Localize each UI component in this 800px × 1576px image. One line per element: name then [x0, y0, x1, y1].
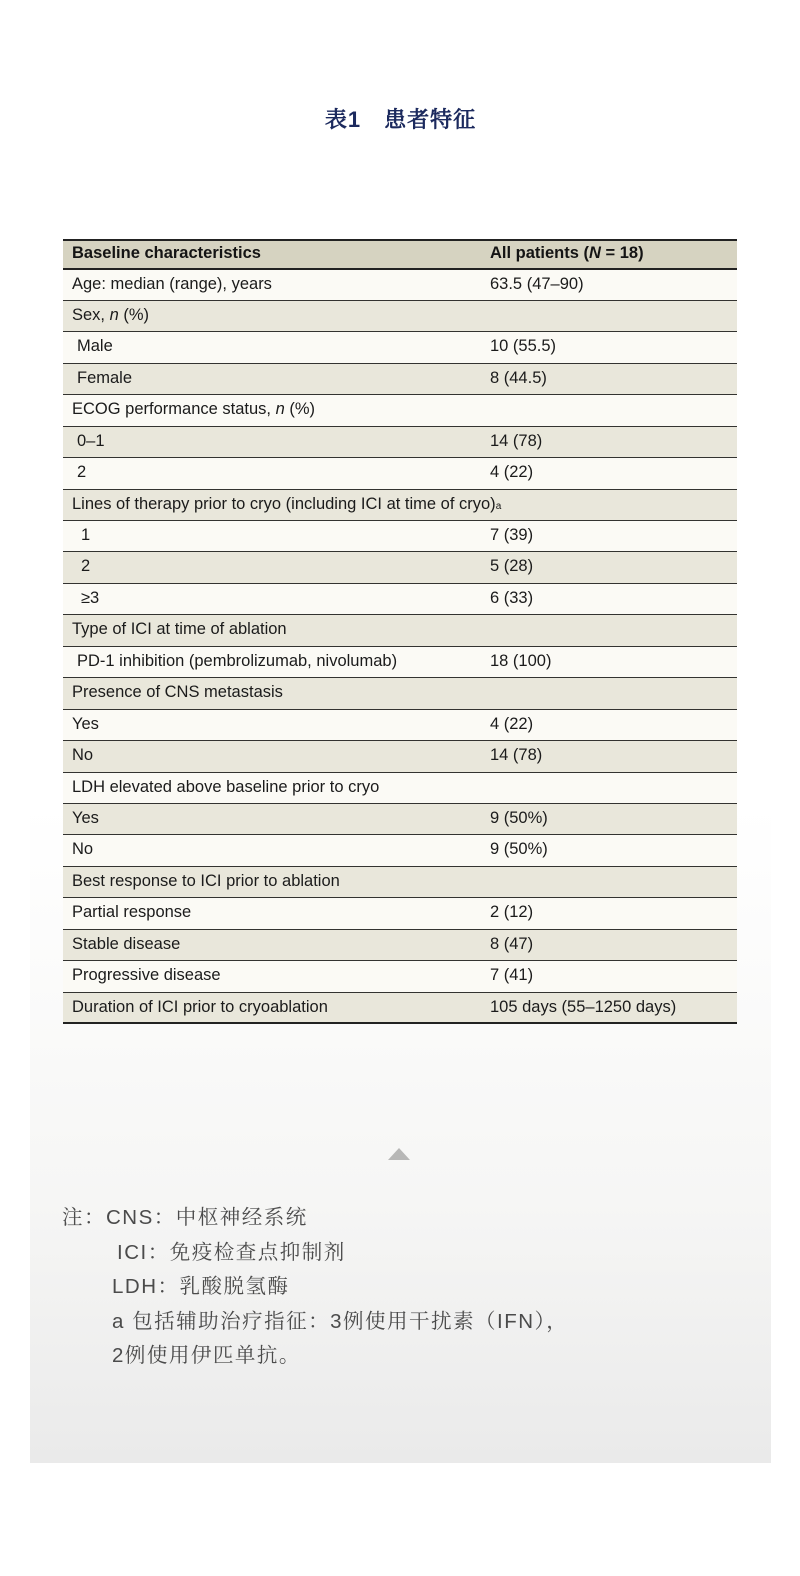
row-value [490, 773, 737, 803]
table-row [63, 647, 737, 678]
text-segment: 2 [77, 463, 87, 482]
row-label [63, 364, 490, 394]
table-row [63, 930, 737, 961]
row-label [63, 710, 490, 740]
text-segment: 2 [81, 557, 91, 576]
row-value: 9 (50%) [490, 840, 548, 859]
row-label [63, 301, 490, 331]
row-label [63, 773, 490, 803]
row-value: 18 (100) [490, 651, 552, 670]
row-value [490, 490, 737, 520]
row-value: 10 (55.5) [490, 337, 557, 356]
text-segment: Age: median (range), years [72, 274, 272, 293]
text-segment: No [72, 840, 94, 859]
text-segment: Presence of CNS metastasis [72, 683, 283, 702]
row-value: 7 (41) [490, 966, 534, 985]
patient-characteristics-table [63, 239, 737, 1024]
row-label [63, 930, 490, 960]
text-segment: a [495, 500, 502, 512]
row-value: 105 days (55–1250 days) [490, 997, 677, 1016]
text-segment: Male [77, 337, 113, 356]
table-row [63, 961, 737, 992]
header-col-all-patients [490, 241, 737, 268]
text-segment: Sex, [72, 305, 110, 324]
text-segment: 1 [81, 526, 91, 544]
row-value: 63.5 (47–90) [490, 274, 584, 293]
row-value: 9 (50%) [490, 808, 548, 827]
row-label [63, 867, 490, 897]
row-label [63, 678, 490, 708]
table-body [63, 270, 737, 1025]
text-segment: LDH elevated above baseline prior to cryo [72, 777, 380, 796]
table-row [63, 490, 737, 521]
table-row [63, 804, 737, 835]
text-segment: (%) [118, 305, 150, 324]
text-segment: Duration of ICI prior to cryoablation [72, 997, 328, 1016]
text-segment: PD-1 inhibition (pembrolizumab, nivolumab) [77, 651, 398, 670]
text-segment: Stable disease [72, 934, 181, 953]
row-value: 14 (78) [490, 746, 543, 765]
text-segment: (%) [284, 400, 316, 419]
table-row [63, 395, 737, 426]
row-value [490, 395, 737, 425]
footnotes [62, 1201, 568, 1374]
text-segment: ≥3 [81, 588, 100, 607]
text-segment: All patients ( [490, 244, 590, 262]
footnote-line: 注：CNS：中枢神经系统 [62, 1206, 308, 1229]
row-value [490, 301, 737, 331]
row-label [63, 804, 490, 834]
text-segment: Type of ICI at time of ablation [72, 620, 287, 639]
text-segment: n [275, 400, 285, 419]
text-segment: Partial response [72, 903, 192, 922]
page-title: 表1 患者特征 [324, 107, 477, 132]
row-value: 8 (47) [490, 934, 534, 953]
table-row [63, 427, 737, 458]
row-label [63, 615, 490, 645]
table-row [63, 584, 737, 615]
table-row [63, 521, 737, 552]
text-segment: Yes [72, 714, 99, 733]
row-value: 14 (78) [490, 431, 543, 450]
row-label [63, 647, 490, 677]
table-row [63, 993, 737, 1024]
header-col-baseline-characteristics: Baseline characteristics [72, 244, 261, 262]
row-value: 5 (28) [490, 557, 534, 576]
table-row [63, 364, 737, 395]
text-segment: No [72, 746, 94, 765]
footnote-line: LDH：乳酸脱氢酶 [112, 1275, 290, 1299]
table-row [63, 741, 737, 772]
row-label [63, 427, 490, 457]
table-row [63, 867, 737, 898]
text-segment: = 18) [600, 244, 644, 262]
row-label [63, 458, 490, 488]
table-row [63, 898, 737, 929]
text-segment: ECOG performance status, [72, 400, 276, 419]
row-label [63, 270, 490, 300]
row-label [63, 490, 502, 520]
footnote-line: a 包括辅助治疗指征：3例使用干扰素（IFN）， [112, 1309, 569, 1333]
text-segment: n [109, 305, 119, 324]
text-segment: N [589, 244, 601, 262]
table-row [63, 615, 737, 646]
text-segment: Female [77, 368, 133, 387]
row-value: 4 (22) [490, 463, 534, 482]
row-label [63, 584, 490, 614]
table-row [63, 332, 737, 363]
row-value [490, 615, 737, 645]
footnote-line: ICI：免疫检查点抑制剂 [117, 1240, 346, 1264]
text-segment: Lines of therapy prior to cryo (including ICI at time of cryo) [72, 494, 496, 513]
text-segment: Yes [72, 808, 99, 827]
row-label [63, 332, 490, 362]
row-value: 4 (22) [490, 714, 534, 733]
collapse-triangle-icon[interactable] [388, 1148, 410, 1160]
table-row [63, 710, 737, 741]
table-row [63, 773, 737, 804]
row-value: 8 (44.5) [490, 368, 547, 387]
text-segment: 0–1 [77, 431, 105, 450]
table-header-row [63, 241, 737, 270]
row-label [63, 521, 490, 551]
row-label [63, 898, 490, 928]
row-value [490, 678, 737, 708]
row-value [490, 867, 737, 897]
row-label [63, 552, 490, 582]
row-label [63, 961, 490, 991]
text-segment: Best response to ICI prior to ablation [72, 871, 340, 890]
row-value: 6 (33) [490, 588, 534, 607]
footnote-line: 2例使用伊匹单抗。 [112, 1344, 301, 1368]
text-segment: Progressive disease [72, 966, 221, 985]
row-label [63, 835, 490, 865]
table-row [63, 458, 737, 489]
row-label [63, 993, 490, 1022]
table-row [63, 552, 737, 583]
table-row [63, 270, 737, 301]
table-row [63, 678, 737, 709]
table-row [63, 301, 737, 332]
row-label [63, 741, 490, 771]
row-value: 2 (12) [490, 903, 534, 922]
table-row [63, 835, 737, 866]
row-value: 7 (39) [490, 526, 534, 544]
row-label [63, 395, 490, 425]
